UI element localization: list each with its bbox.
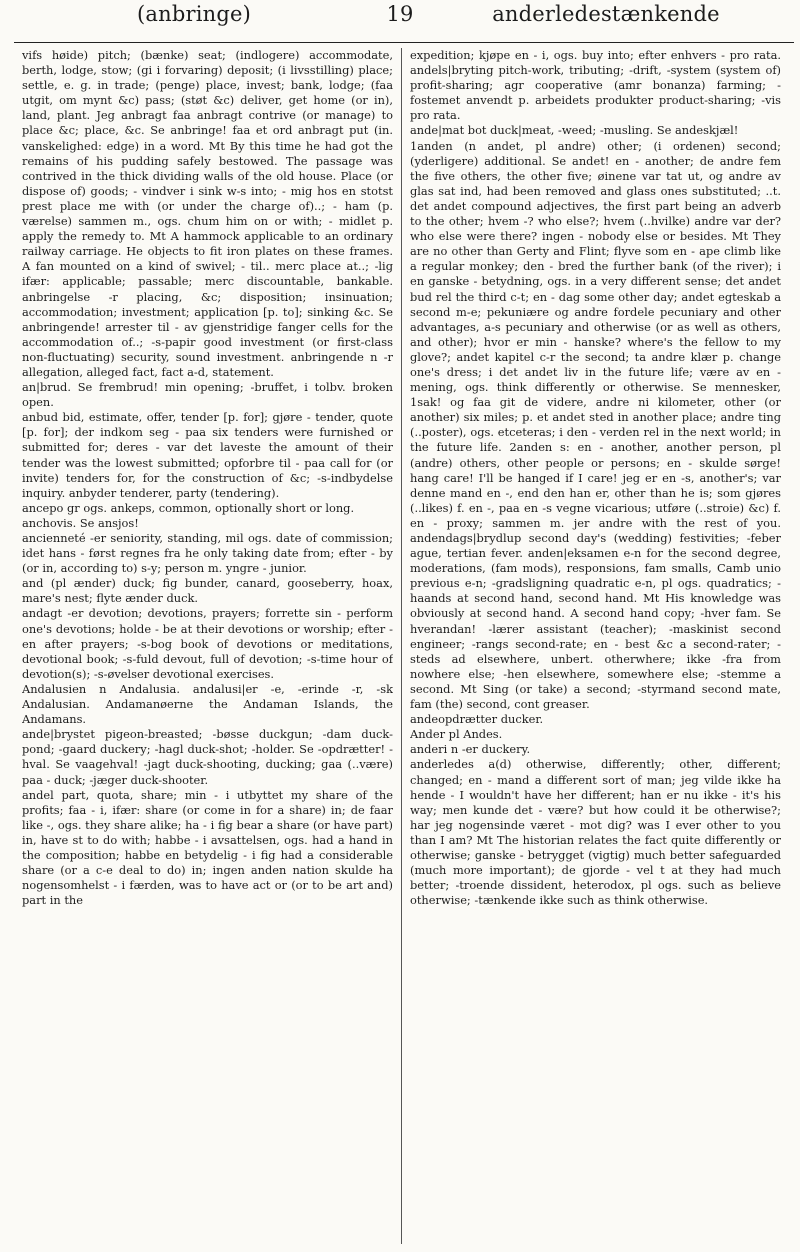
entry-paragraph: andel part, quota, share; min - i utbyttet my share of the profits; faa - i, ifær: share (or come in for a share) in; de faar like -, ogs. they share alike; ha - i fig bear a share (or have part) in, have st to do with; habbe - i avsattelsen, ogs. had a hand in the composition; habbe en betydelig - i fig had a considerable share (or a c-e deal to do) in; ingen anden nation skulde ha nogensomhelst - i færden, was to have act or (or to be art and) part in the xyxy=(22,787,393,908)
entry-paragraph: anchovis. Se ansjos! xyxy=(22,515,139,530)
right-column xyxy=(410,48,781,1244)
entry-paragraph: Andalusien n Andalusia. andalusi|er -e, -erinde -r, -sk Andalusian. Andamanøerne the Andaman Islands, the Andamans. xyxy=(22,681,393,727)
entry-paragraph: andagt -er devotion; devotions, prayers; forrette sin - perform one's devotions; holde - be at their devotions or worship; efter -en after prayers; -s-bog book of devotions or meditations, devotional book; -s-fuld devout, full of devotion; -s-time hour of devotion(s); -s-øvelser devotional exercises. xyxy=(22,606,393,681)
entry-paragraph: ande|brystet pigeon-breasted; -bøsse duckgun; -dam duck-pond; -gaard duckery; -hagl duck-shot; -holder. Se -opdrætter! -hval. Se vaagehval! -jagt duck-shooting, ducking; gaa (..være) paa - duck; -jæger duck-shooter. xyxy=(22,727,393,787)
entry-paragraph: 1anden (n andet, pl andre) other; (i ordenen) second; (yderligere) additional. Se andet! en - another; de andre fem the five others, the other five; øinene var tat ut, og andre av glas sat ind, had been removed and glass ones substituted; ..t. det andet compound adjectives, the first part being an adverb to the other; hvem -? who else?; hvem (..hvilke) andre var der? who else were there? ingen - nobody else or besides. Mt They are no other than Gerty and Flint; flyve som en - ape climb like a regular monkey; den - bred the further bank (of the river); i en ganske - betydning, ogs. in a very different sense; det andet bud rel the third c-t; en - dag some other day; andet egteskab a second m-e; pekuniære og andre fordele pecuniary and other advantages, a-s pecuniary and otherwise (or as well as others, and other); hvor er min - hanske? where's the fellow to my glove?; andet kapitel c-r the second; ta andre klær p. change one's dress; i det andet liv in the future life; være av en - mening, ogs. think differently or otherwise. Se mennesker, 1sak! og faa git de videre, andre ni kilometer, other (or another) six miles; p. et andet sted in another place; andre ting (..poster), ogs. etceteras; i den - verden rel in the next world; in the future life. 2anden s: en - another, another person, pl (andre) others, other people or persons; en - skulde sørge! hang care! I'll be hanged if I care! jeg er en -s, another's; var denne mand en -, end den han er, other than he is; som gjøres (..likes) f. en -, paa en -s vegne vicarious; utføre (..stroie) &c) f. en - proxy; sammen m. jer andre with the rest of you. andendags|brydlup second day's (wedding) festivities; -feber ague, tertian fever. anden|eksamen e-n for the second degree, moderations, (fam mods), responsions, fam smalls, Camb unio previous e-n; -gradsligning quadratic e-n, pl ogs. quadratics; -haands at second hand, second hand. Mt His knowledge was obviously at second hand. A second hand copy; -hver fam. Se hverandan! -lærer assistant (teacher); -maskinist second engineer; -rangs second-rate; en - best &c a second-rater; -steds ad elsewhere, unbert. otherwhere; ikke -fra from nowhere else; -hen elsewhere, somewhere else; -stemme a second. Mt Sing (or take) a second; -styrmand second mate, fam (the) second, cont greaser. xyxy=(410,138,781,712)
entry-paragraph: an|brud. Se frembrud! min opening; -bruffet, i tolbv. broken open. xyxy=(22,380,393,410)
header-left-guide-word: (anbringe) xyxy=(136,2,252,26)
entry-paragraph: anbud bid, estimate, offer, tender [p. for]; gjøre - tender, quote [p. for]; der indkom seg - paa six tenders were furnished or submitted for; deres - var det laveste the amount of their tender was the lowest submitted; opforbre til - paa call for (or invite) tenders for, for the construction of &c; -s-indbydelse inquiry. anbyder tenderer, party (tendering). xyxy=(22,410,393,500)
entry-paragraph: ancepo gr ogs. ankeps, common, optionally short or long. xyxy=(22,500,355,515)
entry-paragraph: andeopdrætter ducker. xyxy=(410,712,544,727)
entry-paragraph: expedition; kjøpe en - i, ogs. buy into; efter enhvers - pro rata. andels|bryting pitch-work, tributing; -drift, -system (system of) profit-sharing; agr cooperative (amr bonanza) farming; -fostemet anvendt p. arbeidets produkter product-sharing; -vis pro rata. xyxy=(410,48,781,123)
entry-paragraph: and (pl ænder) duck; fig bunder, canard, gooseberry, hoax, mare's nest; flyte ænder duck. xyxy=(22,576,393,606)
entry-paragraph: anderledes a(d) otherwise, differently; other, different; changed; en - mand a different sort of man; jeg vilde ikke ha hende - I wouldn't have her different; han er nu ikke - it's his way; men kunde det - være? but how could it be otherwise?; har jeg nogensinde været - mot dig? was I ever other to you than I am? Mt The historian relates the fact quite differently or otherwise; ganske - betrygget (vigtig) much better safeguarded (much more important); de gjorde - vel t at they had much better; -troende dissident, heterodox, pl ogs. such as believe otherwise; -tænkende ikke such as think otherwise. xyxy=(410,757,781,908)
entry-paragraph: vifs høide) pitch; (bænke) seat; (indlogere) accommodate, berth, lodge, stow; (gi i forvaring) deposit; (i livsstilling) place; settle, e. g. in trade; (penge) place, invest; bank, lodge; (faa utgit, om mynt &c) pass; (støt &c) deliver, get home (or in), land, plant. Jeg anbragt faa anbragt contrive (or manage) to place &c; place, &c. Se anbringe! faa et ord anbragt put (in. vanskelighed: edge) in a word. Mt By this time he had got the remains of his pudding safely bestowed. The passage was contrived in the thick dividing walls of the old house. Place (or dispose of) goods; - vindver i sink w-s into; - mig hos en stotst prest place me with (or under the charge of)..; - ham (p. værelse) sammen m., ogs. chum him on or with; - midlet p. apply the remedy to. Mt A hammock applicable to an ordinary railway carriage. He objects to fit iron plates on these frames. A fan mounted on a kind of swivel; - til.. merc place at..; -lig ifær: applicable; passable; merc discountable, bankable. anbringelse -r placing, &c; disposition; insinuation; accommodation; investment; application [p. to]; sinking &c. Se anbringende! arrester til - av gjenstridige fanger cells for the accommodation of..; -s-papir good investment (or first-class non-fluctuating) security, sound investment. anbringende n -r allegation, alleged fact, fact a-d, statement. xyxy=(22,48,393,379)
page-header xyxy=(28,2,772,40)
header-rule xyxy=(14,42,794,43)
entry-paragraph: Ander pl Andes. xyxy=(410,727,503,742)
column-divider xyxy=(401,48,402,1244)
page-number: 19 xyxy=(386,2,414,26)
left-column xyxy=(22,48,393,1244)
entry-paragraph: ancienneté -er seniority, standing, mil ogs. date of commission; idet hans - først regnes fra he only taking date from; efter - by (or in, according to) s-y; person m. yngre - junior. xyxy=(22,531,393,576)
header-right-guide-word: anderledestænkende xyxy=(492,2,720,26)
entry-paragraph: anderi n -er duckery. xyxy=(410,742,531,757)
entry-paragraph: ande|mat bot duck|meat, -weed; -musling. Se andeskjæl! xyxy=(410,123,739,138)
